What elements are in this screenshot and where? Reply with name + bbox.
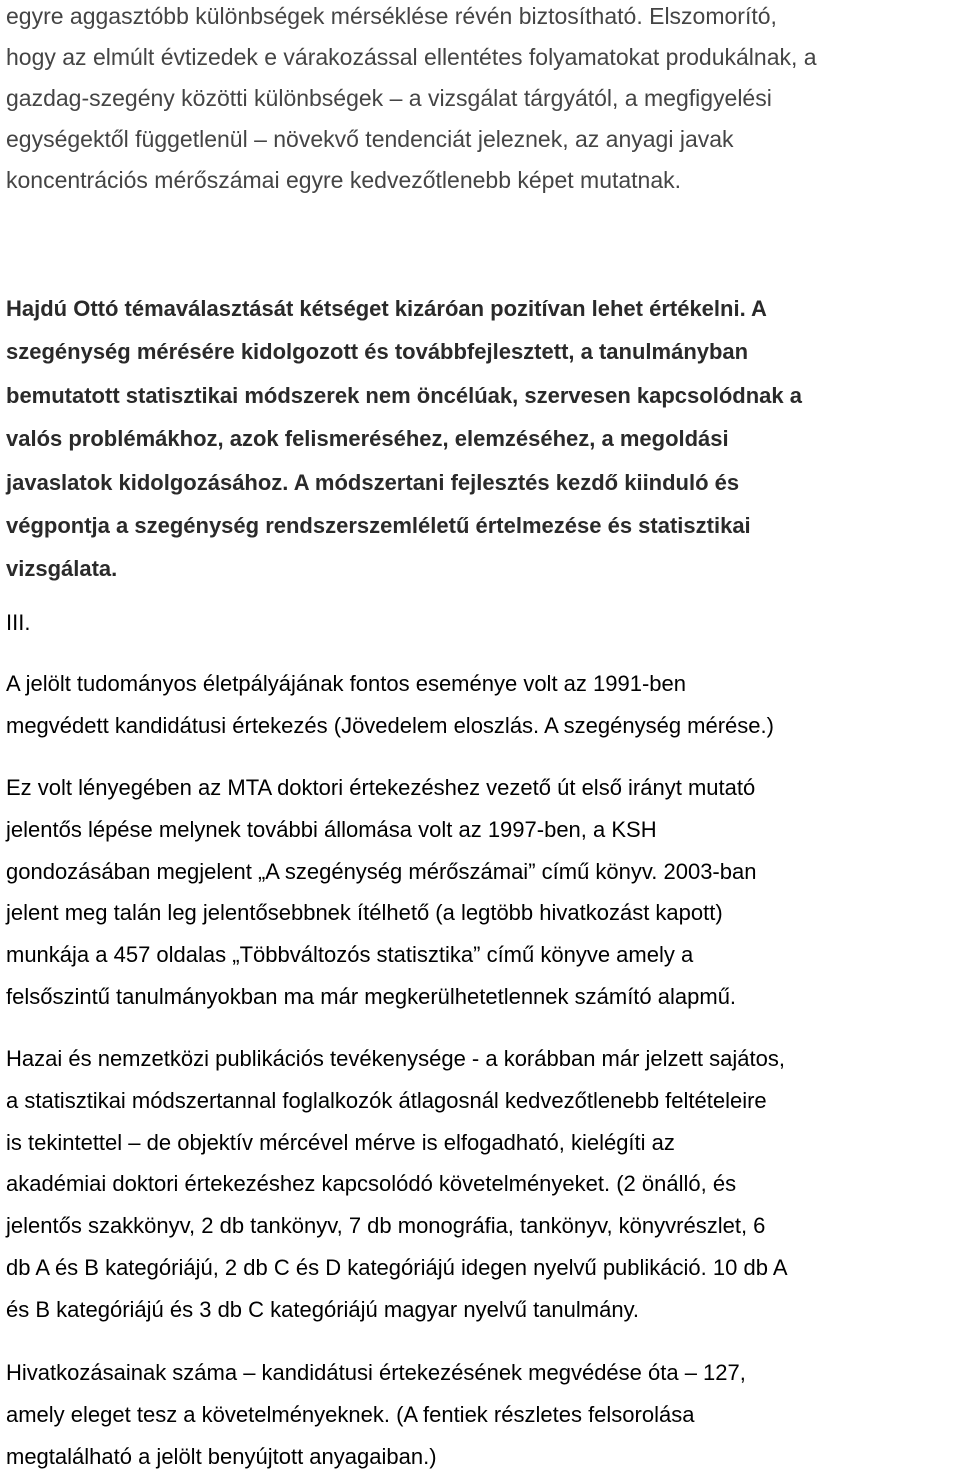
text-line: egységektől függetlenül – növekvő tendenciát jeleznek, az anyagi javak xyxy=(6,126,734,152)
text-line: Hazai és nemzetközi publikációs tevékenysége - a korábban már jelzett sajátos, xyxy=(6,1046,785,1071)
text-line: valós problémákhoz, azok felismeréséhez, elemzéséhez, a megoldási xyxy=(6,426,729,452)
text-line: vizsgálata. xyxy=(6,556,118,582)
text-line: A jelölt tudományos életpályájának fontos eseménye volt az 1991-ben xyxy=(6,671,686,696)
text-line: Ez volt lényegében az MTA doktori értekezéshez vezető út első irányt mutató xyxy=(6,775,756,800)
text-line: jelentős lépése melynek további állomása volt az 1997-ben, a KSH xyxy=(6,816,657,842)
citations-paragraph xyxy=(6,1352,746,1477)
text-line: munkája a 457 oldalas „Többváltozós statisztika” című könyve amely a xyxy=(6,942,694,968)
text-line: jelent meg talán leg jelentősebbnek ítélhető (a legtöbb hivatkozást kapott) xyxy=(6,900,723,926)
text-line: koncentrációs mérőszámai egyre kedvezőtlenebb képet mutatnak. xyxy=(6,167,682,193)
text-line: végpontja a szegénység rendszerszemléletű értelmezése és statisztikai xyxy=(6,513,751,539)
text-line: szegénység mérésére kidolgozott és továbbfejlesztett, a tanulmányban xyxy=(6,339,749,365)
text-line: gazdag-szegény közötti különbségek – a vizsgálat tárgyától, a megfigyelési xyxy=(6,85,772,111)
text-line: akadémiai doktori értekezéshez kapcsolódó követelményeket. (2 önálló, és xyxy=(6,1171,737,1197)
books-paragraph xyxy=(6,767,756,1018)
intro-paragraph xyxy=(6,0,817,201)
text-line: gondozásában megjelent „A szegénység mérőszámai” című könyv. 2003-ban xyxy=(6,858,757,884)
text-line: megvédett kandidátusi értekezés (Jövedelem eloszlás. A szegénység mérése.) xyxy=(6,712,774,738)
text-line: és B kategóriájú és 3 db C kategóriájú magyar nyelvű tanulmány. xyxy=(6,1296,640,1322)
text-line: Hajdú Ottó témaválasztását kétséget kizáróan pozitívan lehet értékelni. A xyxy=(6,296,767,321)
text-line: Hivatkozásainak száma – kandidátusi értekezésének megvédése óta – 127, xyxy=(6,1360,746,1385)
text-line: javaslatok kidolgozásához. A módszertani fejlesztés kezdő kiinduló és xyxy=(6,469,740,495)
text-line: is tekintettel – de objektív mércével mérve is elfogadható, kielégíti az xyxy=(6,1129,675,1155)
career-paragraph xyxy=(6,663,774,747)
text-line: felsőszintű tanulmányokban ma már megkerülhetetlennek számító alapmű. xyxy=(6,983,737,1009)
text-line: jelentős szakkönyv, 2 db tankönyv, 7 db monográfia, tankönyv, könyvrészlet, 6 xyxy=(6,1213,766,1239)
text-line: a statisztikai módszertannal foglalkozók átlagosnál kedvezőtlenebb feltételeire xyxy=(6,1087,767,1113)
evaluation-paragraph xyxy=(6,287,802,591)
publications-paragraph xyxy=(6,1038,788,1331)
section-heading: III. xyxy=(6,610,31,635)
text-line: hogy az elmúlt évtizedek e várakozással ellentétes folyamatokat produkálnak, a xyxy=(6,44,817,70)
text-line: amely eleget tesz a követelményeknek. (A fentiek részletes felsorolása xyxy=(6,1401,695,1427)
text-line: megtalálható a jelölt benyújtott anyagaiban.) xyxy=(6,1443,437,1469)
text-line: db A és B kategóriájú, 2 db C és D kategóriájú idegen nyelvű publikáció. 10 db A xyxy=(6,1254,788,1280)
text-line: egyre aggasztóbb különbségek mérséklése révén biztosítható. Elszomorító, xyxy=(6,3,777,29)
text-line: bemutatott statisztikai módszerek nem öncélúak, szervesen kapcsolódnak a xyxy=(6,382,802,408)
